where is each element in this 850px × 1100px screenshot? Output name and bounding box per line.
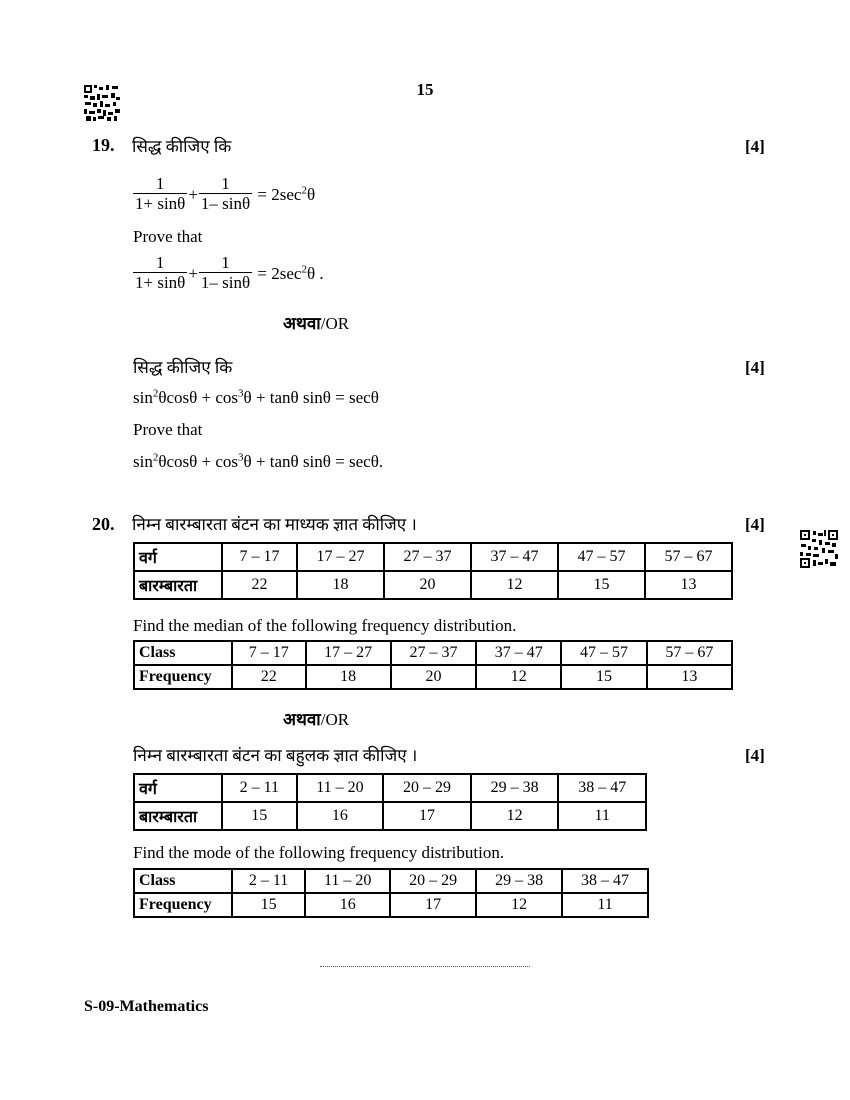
- class-cell: 37 – 47: [471, 543, 558, 571]
- table-row: [134, 665, 732, 689]
- frequency-cell: 13: [645, 571, 732, 599]
- class-cell: 47 – 57: [561, 641, 646, 665]
- frequency-cell: 17: [390, 893, 476, 917]
- frequency-cell: 12: [476, 665, 561, 689]
- q20-english-prompt: Find the median of the following frequency distribution.: [133, 616, 517, 635]
- class-cell: 57 – 67: [647, 641, 732, 665]
- q19-or-separator: अथवा/OR: [283, 314, 350, 333]
- class-cell: 29 – 38: [471, 774, 559, 802]
- frequency-header: बारम्बारता: [134, 571, 222, 599]
- frequency-cell: 13: [647, 665, 732, 689]
- frequency-cell: 15: [561, 665, 646, 689]
- table-row: [134, 571, 732, 599]
- frequency-cell: 11: [562, 893, 648, 917]
- table-row: [134, 641, 732, 665]
- q20-hindi-prompt: निम्न बारम्बारता बंटन का माध्यक ज्ञात कीजिए ।: [132, 515, 417, 534]
- table-row: [134, 543, 732, 571]
- class-header: वर्ग: [134, 543, 222, 571]
- q20-alt-english-prompt: Find the mode of the following frequency distribution.: [133, 843, 505, 862]
- end-of-section-rule: [320, 966, 530, 968]
- q19-alt-english-prompt: Prove that: [133, 420, 203, 439]
- class-cell: 29 – 38: [476, 869, 562, 893]
- footer-paper-code: S-09-Mathematics: [84, 998, 209, 1015]
- question-19-number: 19.: [92, 135, 115, 155]
- frequency-cell: 15: [222, 802, 297, 830]
- table-row: [134, 802, 646, 830]
- frequency-cell: 16: [305, 893, 390, 917]
- table-row: [134, 774, 646, 802]
- frequency-cell: 18: [297, 571, 384, 599]
- class-cell: 57 – 67: [645, 543, 732, 571]
- class-cell: 47 – 57: [558, 543, 645, 571]
- frequency-cell: 18: [306, 665, 391, 689]
- frequency-cell: 22: [232, 665, 306, 689]
- class-cell: 20 – 29: [383, 774, 471, 802]
- frequency-cell: 15: [232, 893, 305, 917]
- q19-alt-equation-english: $\sin^2\theta\cos\theta + \cos^3\theta + \tan\theta$ sinθ = secθ.: [133, 451, 384, 471]
- table-row: [134, 893, 648, 917]
- median-table-hindi: [133, 542, 733, 600]
- class-cell: 17 – 27: [306, 641, 391, 665]
- class-cell: 38 – 47: [558, 774, 646, 802]
- class-cell: 11 – 20: [305, 869, 390, 893]
- class-cell: 2 – 11: [232, 869, 305, 893]
- class-cell: 17 – 27: [297, 543, 384, 571]
- class-cell: 37 – 47: [476, 641, 561, 665]
- q19-alt-equation-hindi: $\sin^2\theta\cos\theta + \cos^3\theta + \tan\theta$ sinθ = secθ: [133, 387, 379, 407]
- q19-alt-hindi-prompt: सिद्ध कीजिए कि: [133, 358, 233, 377]
- q19-english-prompt: Prove that: [133, 227, 203, 246]
- class-cell: 7 – 17: [222, 543, 297, 571]
- mode-table-hindi: [133, 773, 647, 831]
- q20-or-separator: अथवा/OR: [283, 710, 350, 729]
- page-number: 15: [416, 80, 434, 99]
- qr-code-icon: [800, 530, 838, 568]
- class-cell: 11 – 20: [297, 774, 384, 802]
- frequency-cell: 20: [391, 665, 476, 689]
- frequency-header: Frequency: [134, 893, 232, 917]
- question-20-number: 20.: [92, 514, 115, 534]
- q20-marks: [4]: [745, 515, 765, 534]
- frequency-cell: 20: [384, 571, 471, 599]
- class-cell: 7 – 17: [232, 641, 306, 665]
- class-cell: 20 – 29: [390, 869, 476, 893]
- class-cell: 27 – 37: [391, 641, 476, 665]
- frequency-header: Frequency: [134, 665, 232, 689]
- frequency-header: बारम्बारता: [134, 802, 222, 830]
- frequency-cell: 12: [476, 893, 562, 917]
- class-header: वर्ग: [134, 774, 222, 802]
- frequency-cell: 12: [471, 802, 559, 830]
- q19-hindi-prompt: सिद्ध कीजिए कि: [132, 137, 232, 156]
- class-header: Class: [134, 869, 232, 893]
- q19-equation-hindi: $\frac{1}{1+ \sin\theta}$ + $\frac{1}{1- \sin\theta}$ = $2\sec^2\theta$: [135, 174, 316, 213]
- class-cell: 2 – 11: [222, 774, 297, 802]
- q19-alt-marks: [4]: [745, 358, 765, 377]
- frequency-cell: 16: [297, 802, 384, 830]
- class-cell: 38 – 47: [562, 869, 648, 893]
- class-header: Class: [134, 641, 232, 665]
- frequency-cell: 15: [558, 571, 645, 599]
- frequency-cell: 22: [222, 571, 297, 599]
- frequency-cell: 17: [383, 802, 471, 830]
- q20-alt-hindi-prompt: निम्न बारम्बारता बंटन का बहुलक ज्ञात कीजिए ।: [133, 746, 418, 765]
- mode-table-english: [133, 868, 649, 918]
- table-row: [134, 869, 648, 893]
- median-table-english: [133, 640, 733, 690]
- q19-equation-english: $\frac{1}{1+ \sin\theta}$ + $\frac{1}{1- \sin\theta}$ = $2\sec^2\theta$ .: [135, 253, 324, 292]
- class-cell: 27 – 37: [384, 543, 471, 571]
- frequency-cell: 11: [558, 802, 646, 830]
- q20-alt-marks: [4]: [745, 746, 765, 765]
- frequency-cell: 12: [471, 571, 558, 599]
- q19-marks: [4]: [745, 137, 765, 156]
